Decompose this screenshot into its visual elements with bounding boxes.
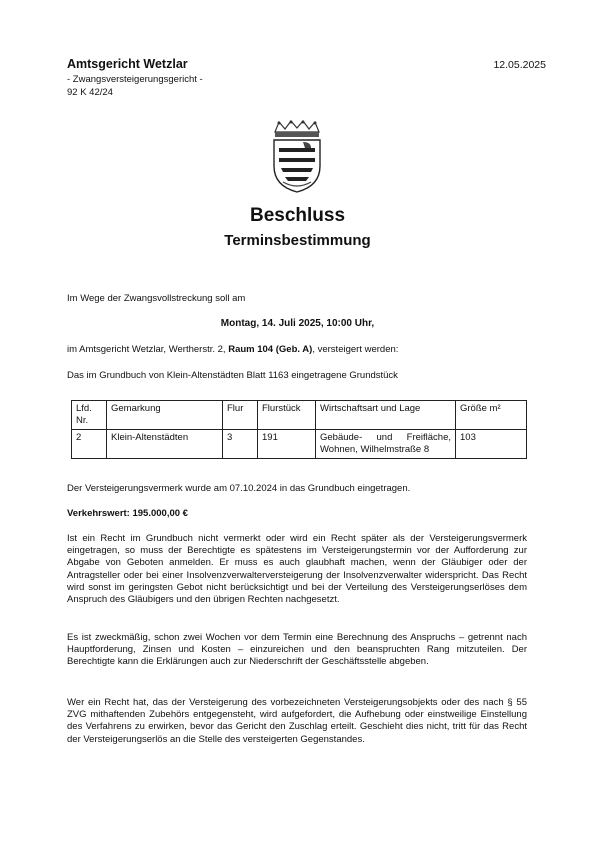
cell-groesse: 103	[456, 430, 527, 459]
registration-note: Der Versteigerungsvermerk wurde am 07.10.2024 in das Grundbuch eingetragen.	[67, 483, 411, 494]
location-suffix: , versteigert werden:	[312, 344, 399, 355]
table-header-row	[72, 401, 527, 430]
header-wirtschaftsart: Wirtschaftsart und Lage	[316, 401, 456, 430]
cell-lfd-nr: 2	[72, 430, 107, 459]
location-prefix: im Amtsgericht Wetzlar, Wertherstr. 2,	[67, 344, 229, 355]
appointment-date: Montag, 14. Juli 2025, 10:00 Uhr,	[220, 318, 375, 329]
cell-wirtschaftsart: Gebäude- und Freifläche, Wohnen, Wilhelmstraße 8	[316, 430, 456, 459]
document-title: Beschluss	[249, 205, 346, 226]
cell-flurstueck: 191	[258, 430, 316, 459]
property-table	[71, 400, 527, 459]
court-name: Amtsgericht Wetzlar	[67, 57, 188, 71]
table-row	[72, 430, 527, 459]
intro-line: Im Wege der Zwangsvollstreckung soll am	[67, 293, 246, 304]
document-subtitle: Terminsbestimmung	[224, 232, 371, 249]
document-date: 12.05.2025	[493, 59, 546, 71]
location-room: Raum 104 (Geb. A)	[228, 344, 313, 355]
appointment-location	[67, 344, 527, 356]
header-flurstueck: Flurstück	[258, 401, 316, 430]
header-groesse: Größe m²	[456, 401, 527, 430]
hesse-coat-of-arms-icon	[269, 120, 325, 194]
paragraph-claim-calculation: Es ist zweckmäßig, schon zwei Wochen vor dem Termin eine Berechnung des Anspruchs – getrennt nach Hauptforderung, Zinsen und Kosten – einzureichen und den beanspruchten Rang mitzuteilen. Der Berechtigte kann die Erklärungen auch zur Niederschrift der Geschäftsstelle abgeben.	[67, 632, 527, 668]
cell-flur: 3	[223, 430, 258, 459]
land-register-line: Das im Grundbuch von Klein-Altenstädten Blatt 1163 eingetragene Grundstück	[67, 370, 398, 381]
court-department: - Zwangsversteigerungsgericht -	[67, 74, 203, 85]
paragraph-opposing-rights: Wer ein Recht hat, das der Versteigerung des vorbezeichneten Versteigerungsobjekts oder des nach § 55 ZVG mithaftenden Zubehörs entgegensteht, wird aufgefordert, die Aufhebung oder einstweilige Einstellung des Verfahrens zu erwirken, bevor das Gericht den Zuschlag erteilt. Geschieht dies nicht, tritt für das Recht der Versteigerungserlös an die Stelle des versteigerten Gegenstandes.	[67, 697, 527, 745]
cell-gemarkung: Klein-Altenstädten	[107, 430, 223, 459]
header-gemarkung: Gemarkung	[107, 401, 223, 430]
paragraph-rights-registration: Ist ein Recht im Grundbuch nicht vermerkt oder wird ein Recht später als der Versteigerungsvermerk eingetragen, so muss der Berechtigte es spätestens im Versteigerungstermin vor der Aufforderung zur Abgabe von Geboten anmelden. Er muss es auch glaubhaft machen, wenn der Gläubiger oder der Antragsteller oder bei einer Insolvenzverwalterversteigerung der Insolvenzverwalter widerspricht. Das Recht wird sonst im geringsten Gebot nicht berücksichtigt und bei der Verteilung des Versteigerungserlöses dem Anspruch des Gläubigers und den übrigen Rechten nachgesetzt.	[67, 533, 527, 606]
header-flur: Flur	[223, 401, 258, 430]
case-number: 92 K 42/24	[67, 87, 113, 98]
market-value: Verkehrswert: 195.000,00 €	[67, 508, 188, 519]
header-lfd-nr: Lfd. Nr.	[72, 401, 107, 430]
